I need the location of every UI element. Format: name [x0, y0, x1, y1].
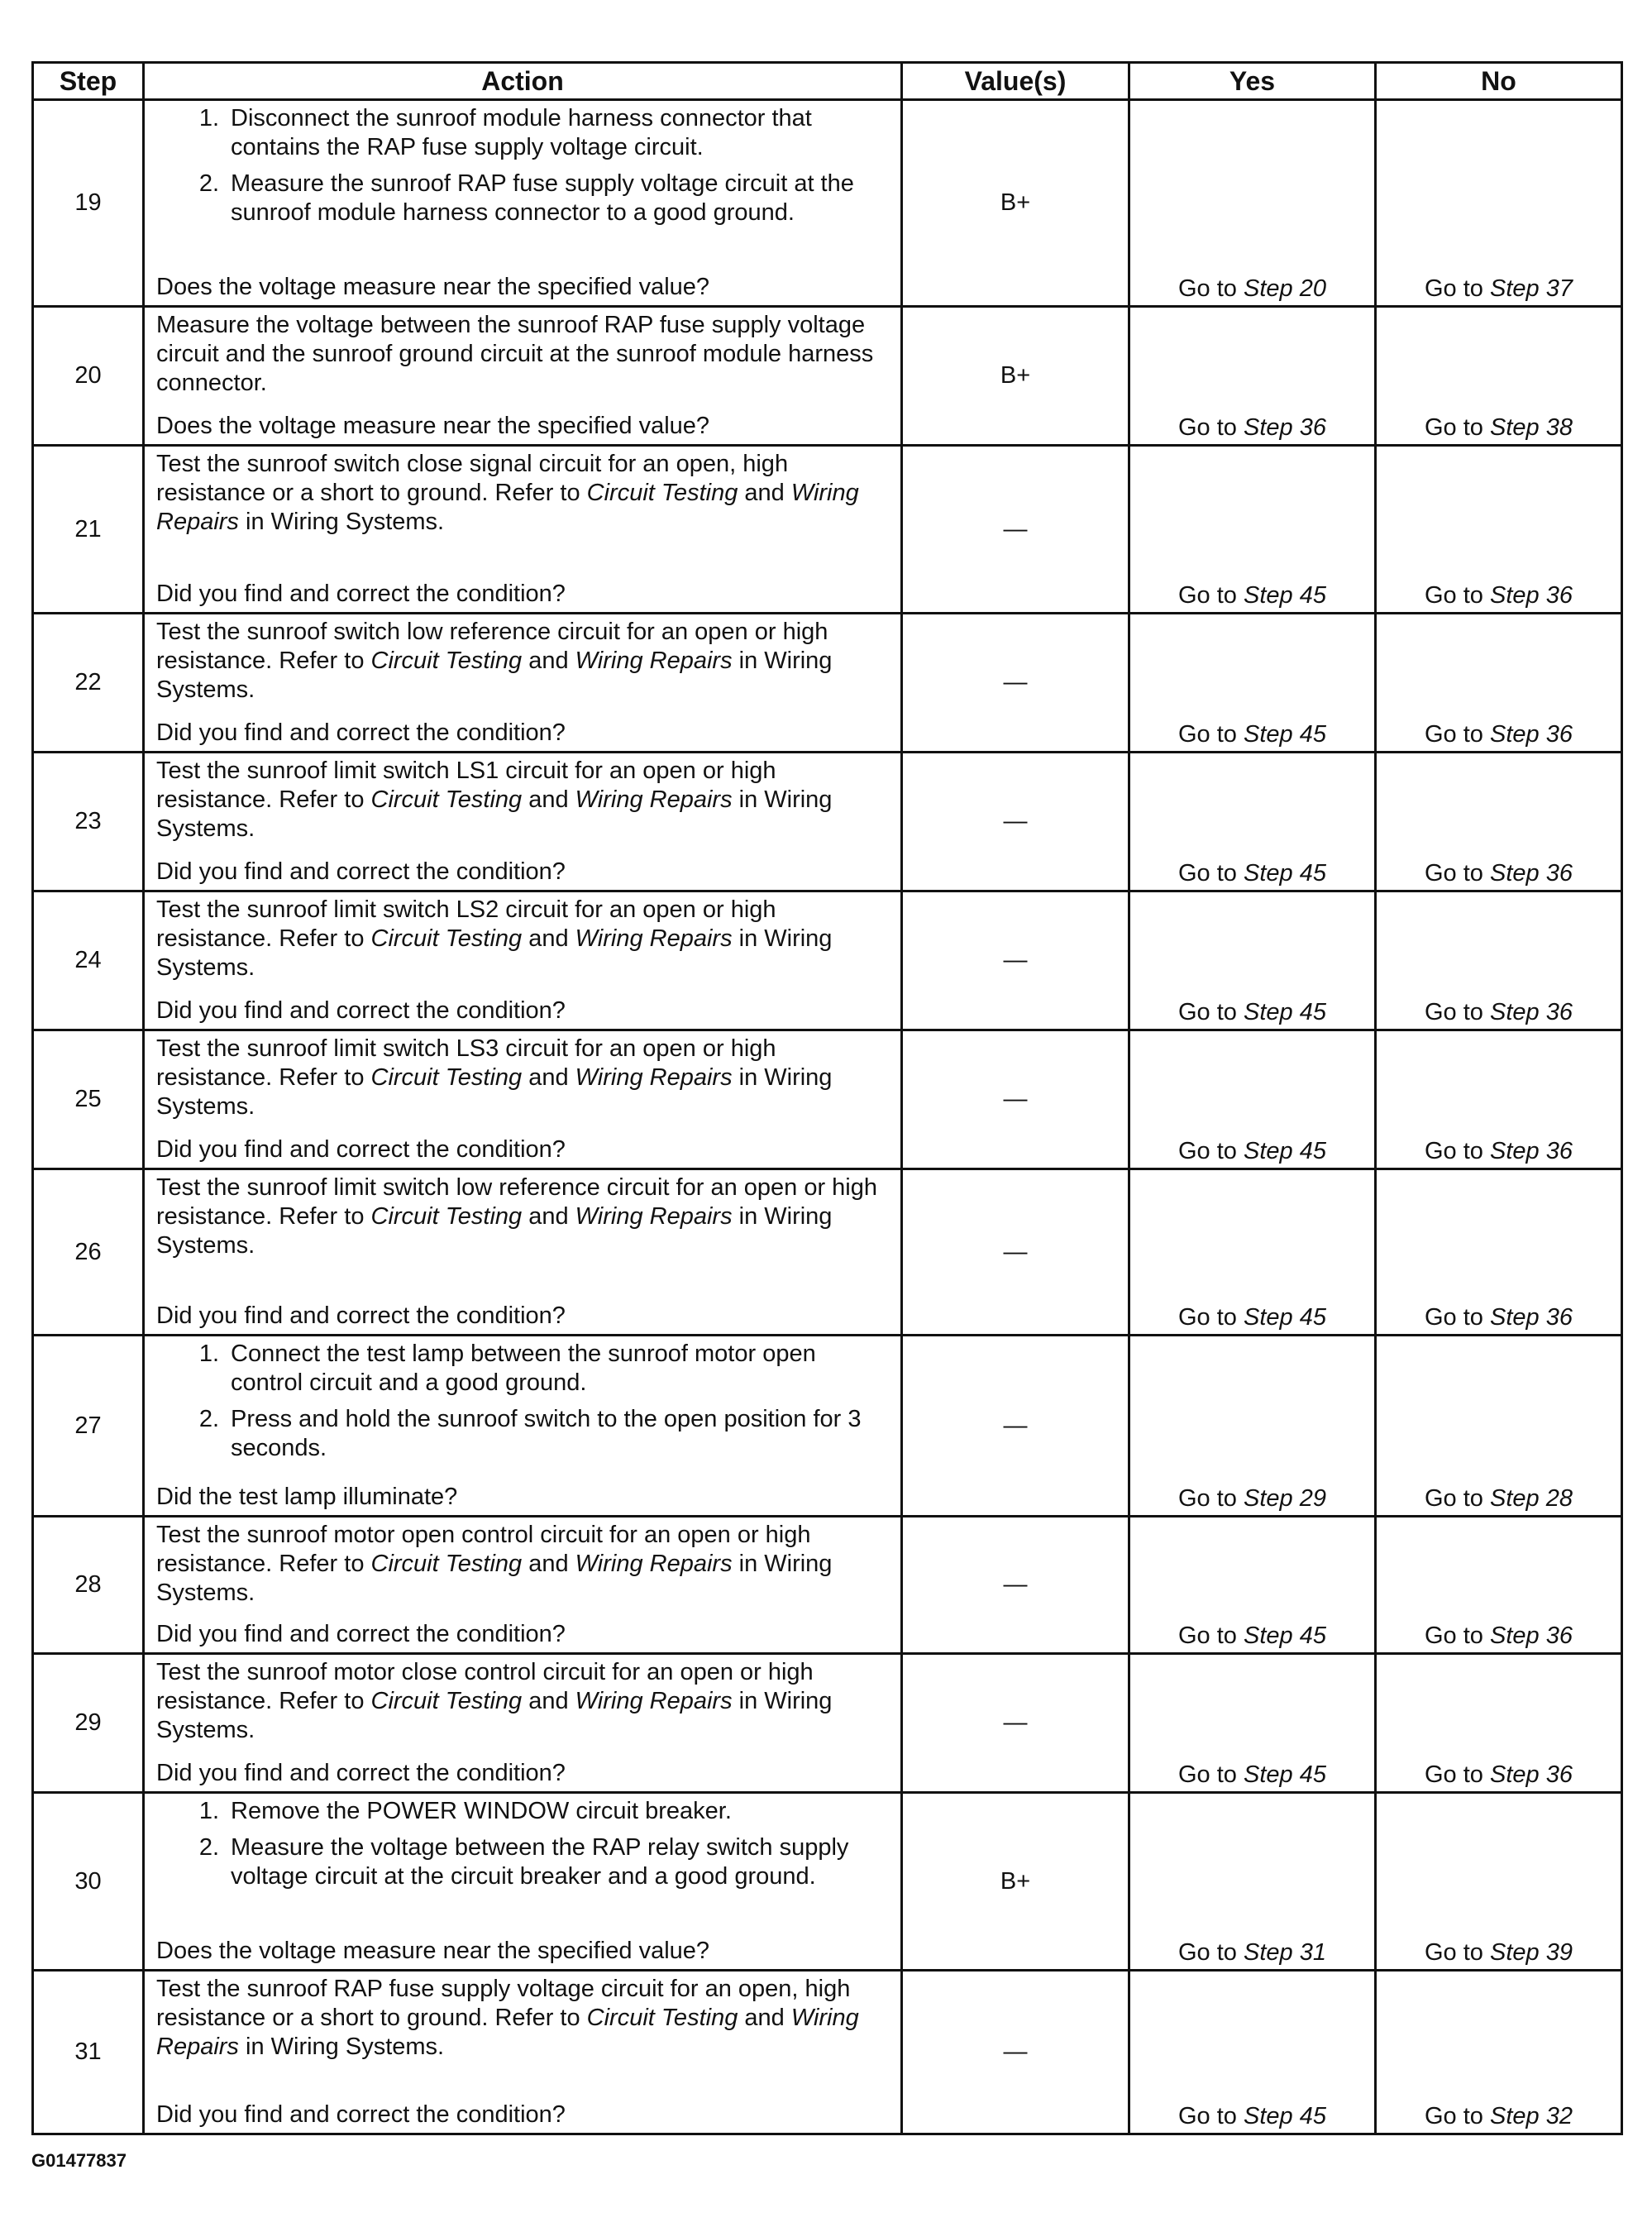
instruction-text	[231, 1340, 892, 1398]
no-result	[1376, 614, 1622, 753]
specified-value: B+	[902, 307, 1129, 446]
specified-value: —	[902, 753, 1129, 891]
action-instructions	[156, 618, 892, 705]
yes-result-prefix: Go to	[1178, 860, 1244, 887]
action-text: in Wiring Systems.	[156, 1688, 833, 1743]
specified-value: B+	[902, 100, 1129, 307]
action-text: in Wiring Systems.	[156, 1551, 833, 1606]
no-result	[1376, 891, 1622, 1030]
yes-result-prefix: Go to	[1178, 999, 1244, 1025]
no-result-step: Step 36	[1490, 860, 1573, 887]
action-paragraph	[156, 311, 892, 398]
table-row	[33, 614, 1622, 753]
action-cell	[144, 100, 902, 307]
no-result-prefix: Go to	[1425, 721, 1490, 748]
action-content	[156, 1340, 892, 1512]
action-instructions	[156, 896, 892, 982]
step-number: 19	[33, 100, 144, 307]
instruction-number: 1.	[198, 1341, 219, 1367]
action-paragraph	[156, 1035, 892, 1121]
action-instructions	[156, 450, 892, 537]
step-number: 27	[33, 1336, 144, 1517]
no-result-prefix: Go to	[1425, 582, 1490, 609]
action-cell	[144, 446, 902, 614]
action-text: and	[522, 648, 575, 674]
action-instructions	[156, 1797, 892, 1899]
no-result	[1376, 1030, 1622, 1169]
action-text: Disconnect the sunroof module harness connector that contains the RAP fuse supply voltage circuit.	[231, 105, 812, 160]
no-result-prefix: Go to	[1425, 860, 1490, 887]
action-text: in Wiring Systems.	[156, 786, 833, 842]
instruction-item	[156, 170, 892, 227]
step-number: 23	[33, 753, 144, 891]
step-number: 25	[33, 1030, 144, 1169]
no-result	[1376, 753, 1622, 891]
instruction-text	[231, 104, 892, 162]
yes-result-step: Step 45	[1244, 582, 1326, 609]
action-question: Did you find and correct the condition?	[156, 581, 566, 607]
action-question: Did you find and correct the condition?	[156, 2101, 566, 2128]
action-question: Does the voltage measure near the specified value?	[156, 274, 710, 300]
action-content	[156, 896, 892, 1025]
instruction-item	[156, 104, 892, 162]
action-paragraph	[156, 757, 892, 844]
instruction-number: 1.	[198, 105, 219, 131]
no-result-step: Step 36	[1490, 1623, 1573, 1649]
action-text: Test the sunroof limit switch low reference circuit for an open or high resistance. Refer to	[156, 1174, 878, 1230]
yes-result	[1129, 1793, 1376, 1971]
no-result-prefix: Go to	[1425, 1623, 1490, 1649]
table-row	[33, 1793, 1622, 1971]
step-number: 29	[33, 1654, 144, 1793]
action-text: Test the sunroof limit switch LS2 circuit for an open or high resistance. Refer to	[156, 896, 776, 952]
table-body	[33, 100, 1622, 2134]
instruction-item	[156, 1797, 892, 1826]
figure-id: G01477837	[31, 2150, 127, 2171]
action-text: and	[522, 1203, 575, 1230]
action-question: Does the voltage measure near the specified value?	[156, 413, 710, 439]
step-number: 26	[33, 1169, 144, 1336]
action-text: in Wiring Systems.	[156, 1064, 833, 1120]
table-header-row	[33, 63, 1622, 100]
reference-title: Wiring Repairs	[575, 1551, 733, 1577]
action-content	[156, 1975, 892, 2129]
table-row	[33, 753, 1622, 891]
action-text: in Wiring Systems.	[238, 2034, 445, 2060]
no-result-step: Step 36	[1490, 582, 1573, 609]
no-result-step: Step 36	[1490, 1761, 1573, 1788]
specified-value: —	[902, 614, 1129, 753]
action-question: Did you find and correct the condition?	[156, 719, 566, 746]
yes-result-step: Step 45	[1244, 860, 1326, 887]
yes-result	[1129, 307, 1376, 446]
action-instructions	[156, 311, 892, 398]
action-cell	[144, 1030, 902, 1169]
no-result-prefix: Go to	[1425, 275, 1490, 302]
instruction-text	[231, 1833, 892, 1891]
reference-title: Circuit Testing	[370, 1064, 523, 1091]
action-content	[156, 1035, 892, 1164]
no-result-step: Step 28	[1490, 1485, 1573, 1512]
action-instructions	[156, 757, 892, 844]
action-cell	[144, 753, 902, 891]
action-content	[156, 104, 892, 302]
action-question: Did you find and correct the condition?	[156, 997, 566, 1024]
no-result-prefix: Go to	[1425, 1304, 1490, 1331]
yes-result-prefix: Go to	[1178, 1623, 1244, 1649]
action-question: Did you find and correct the condition?	[156, 1302, 566, 1329]
diagnostic-step-table	[31, 61, 1623, 2135]
action-text: and	[522, 786, 575, 813]
reference-title: Circuit Testing	[586, 480, 738, 506]
yes-result-prefix: Go to	[1178, 1138, 1244, 1164]
action-content	[156, 1173, 892, 1331]
yes-result-prefix: Go to	[1178, 2103, 1244, 2129]
table-row	[33, 1971, 1622, 2134]
reference-title: Wiring Repairs	[575, 1064, 733, 1091]
specified-value: —	[902, 891, 1129, 1030]
no-result-prefix: Go to	[1425, 2103, 1490, 2129]
no-result	[1376, 1517, 1622, 1654]
action-cell	[144, 1793, 902, 1971]
yes-result-step: Step 29	[1244, 1485, 1326, 1512]
yes-result-prefix: Go to	[1178, 1485, 1244, 1512]
action-question: Did you find and correct the condition?	[156, 858, 566, 885]
action-text: and	[522, 1688, 575, 1714]
action-text: Test the sunroof limit switch LS3 circuit for an open or high resistance. Refer to	[156, 1035, 776, 1091]
action-text: Measure the sunroof RAP fuse supply voltage circuit at the sunroof module harness connector to a good ground.	[231, 170, 854, 226]
table-row	[33, 891, 1622, 1030]
action-instructions	[156, 1658, 892, 1745]
action-question: Does the voltage measure near the specified value?	[156, 1938, 710, 1964]
instruction-text	[231, 170, 892, 227]
step-number: 28	[33, 1517, 144, 1654]
reference-title: Wiring Repairs	[156, 480, 859, 535]
action-paragraph	[156, 618, 892, 705]
action-content	[156, 311, 892, 441]
action-paragraph	[156, 896, 892, 982]
action-cell	[144, 307, 902, 446]
action-instructions	[156, 1340, 892, 1470]
step-number: 20	[33, 307, 144, 446]
no-result-step: Step 36	[1490, 1138, 1573, 1164]
yes-result-step: Step 45	[1244, 2103, 1326, 2129]
action-text: Test the sunroof motor close control circuit for an open or high resistance. Refer to	[156, 1659, 814, 1714]
header-no: No	[1376, 63, 1622, 100]
step-number: 21	[33, 446, 144, 614]
yes-result-step: Step 36	[1244, 414, 1326, 441]
action-text: Measure the voltage between the sunroof RAP fuse supply voltage circuit and the sunroof ground circuit at the sunroof module harness connector.	[156, 312, 874, 396]
yes-result	[1129, 891, 1376, 1030]
action-content	[156, 450, 892, 609]
no-result-prefix: Go to	[1425, 999, 1490, 1025]
yes-result-step: Step 45	[1244, 721, 1326, 748]
action-text: Test the sunroof switch close signal circuit for an open, high resistance or a short to ground. Refer to	[156, 451, 789, 506]
reference-title: Wiring Repairs	[156, 2005, 859, 2060]
reference-title: Circuit Testing	[586, 2005, 738, 2031]
yes-result	[1129, 1030, 1376, 1169]
specified-value: —	[902, 1517, 1129, 1654]
yes-result	[1129, 1336, 1376, 1517]
action-text: and	[738, 480, 791, 506]
no-result-step: Step 39	[1490, 1939, 1573, 1966]
reference-title: Wiring Repairs	[575, 786, 733, 813]
action-content	[156, 1797, 892, 1966]
reference-title: Circuit Testing	[370, 786, 523, 813]
specified-value: —	[902, 1654, 1129, 1793]
no-result-prefix: Go to	[1425, 1485, 1490, 1512]
instruction-item	[156, 1340, 892, 1398]
reference-title: Circuit Testing	[370, 1203, 523, 1230]
action-instructions	[156, 1035, 892, 1121]
instruction-number: 2.	[198, 1834, 219, 1861]
action-text: Press and hold the sunroof switch to the open position for 3 seconds.	[231, 1406, 862, 1461]
no-result-prefix: Go to	[1425, 414, 1490, 441]
action-text: and	[738, 2005, 791, 2031]
yes-result-step: Step 45	[1244, 1623, 1326, 1649]
header-values: Value(s)	[902, 63, 1129, 100]
action-paragraph	[156, 1173, 892, 1260]
table-row	[33, 446, 1622, 614]
action-cell	[144, 891, 902, 1030]
action-paragraph	[156, 1975, 892, 2062]
action-instructions	[156, 1173, 892, 1260]
action-paragraph	[156, 1658, 892, 1745]
action-text: Test the sunroof switch low reference circuit for an open or high resistance. Refer to	[156, 619, 828, 674]
action-content	[156, 1658, 892, 1788]
reference-title: Circuit Testing	[370, 1551, 523, 1577]
yes-result	[1129, 446, 1376, 614]
action-text: Remove the POWER WINDOW circuit breaker.	[231, 1798, 732, 1824]
yes-result	[1129, 1169, 1376, 1336]
action-paragraph	[156, 1521, 892, 1608]
table-row	[33, 1030, 1622, 1169]
action-instructions	[156, 104, 892, 235]
action-question: Did you find and correct the condition?	[156, 1136, 566, 1163]
yes-result-prefix: Go to	[1178, 275, 1244, 302]
specified-value: —	[902, 1030, 1129, 1169]
instruction-item	[156, 1405, 892, 1463]
header-yes: Yes	[1129, 63, 1376, 100]
instruction-item	[156, 1833, 892, 1891]
instruction-text	[231, 1797, 892, 1826]
yes-result-step: Step 45	[1244, 1761, 1326, 1788]
no-result	[1376, 1654, 1622, 1793]
action-paragraph	[156, 450, 892, 537]
action-cell	[144, 1654, 902, 1793]
action-text: in Wiring Systems.	[156, 1203, 833, 1259]
action-text: and	[522, 1064, 575, 1091]
no-result-step: Step 38	[1490, 414, 1573, 441]
action-text: in Wiring Systems.	[156, 648, 833, 703]
yes-result-step: Step 45	[1244, 999, 1326, 1025]
reference-title: Wiring Repairs	[575, 1203, 733, 1230]
diagnostic-table-container	[31, 61, 1621, 2135]
no-result-step: Step 37	[1490, 275, 1573, 302]
table-row	[33, 1517, 1622, 1654]
specified-value: —	[902, 1336, 1129, 1517]
action-text: Test the sunroof motor open control circuit for an open or high resistance. Refer to	[156, 1522, 811, 1577]
yes-result	[1129, 1654, 1376, 1793]
action-text: Test the sunroof limit switch LS1 circuit for an open or high resistance. Refer to	[156, 758, 776, 813]
action-text: and	[522, 1551, 575, 1577]
specified-value: —	[902, 1971, 1129, 2134]
specified-value: —	[902, 1169, 1129, 1336]
no-result-step: Step 32	[1490, 2103, 1573, 2129]
reference-title: Circuit Testing	[370, 925, 523, 952]
action-content	[156, 757, 892, 887]
reference-title: Wiring Repairs	[575, 648, 733, 674]
yes-result-prefix: Go to	[1178, 582, 1244, 609]
table-row	[33, 307, 1622, 446]
action-instructions	[156, 1975, 892, 2062]
no-result	[1376, 1169, 1622, 1336]
no-result	[1376, 1336, 1622, 1517]
yes-result-prefix: Go to	[1178, 414, 1244, 441]
table-row	[33, 1336, 1622, 1517]
specified-value: B+	[902, 1793, 1129, 1971]
no-result	[1376, 1971, 1622, 2134]
yes-result-prefix: Go to	[1178, 1939, 1244, 1966]
action-text: in Wiring Systems.	[238, 509, 445, 535]
yes-result-prefix: Go to	[1178, 1304, 1244, 1331]
no-result-step: Step 36	[1490, 999, 1573, 1025]
specified-value: —	[902, 446, 1129, 614]
yes-result-prefix: Go to	[1178, 721, 1244, 748]
no-result	[1376, 1793, 1622, 1971]
action-cell	[144, 1517, 902, 1654]
instruction-number: 1.	[198, 1798, 219, 1824]
no-result-step: Step 36	[1490, 721, 1573, 748]
action-question: Did you find and correct the condition?	[156, 1621, 566, 1647]
no-result	[1376, 446, 1622, 614]
yes-result	[1129, 100, 1376, 307]
no-result-step: Step 36	[1490, 1304, 1573, 1331]
reference-title: Wiring Repairs	[575, 1688, 733, 1714]
table-row	[33, 1169, 1622, 1336]
step-number: 22	[33, 614, 144, 753]
action-question: Did the test lamp illuminate?	[156, 1484, 458, 1510]
action-content	[156, 618, 892, 748]
action-instructions	[156, 1521, 892, 1608]
no-result	[1376, 100, 1622, 307]
yes-result-step: Step 20	[1244, 275, 1326, 302]
action-question: Did you find and correct the condition?	[156, 1760, 566, 1786]
action-cell	[144, 1971, 902, 2134]
yes-result-step: Step 45	[1244, 1304, 1326, 1331]
step-number: 30	[33, 1793, 144, 1971]
yes-result	[1129, 1971, 1376, 2134]
action-cell	[144, 1169, 902, 1336]
action-text: in Wiring Systems.	[156, 925, 833, 981]
no-result-prefix: Go to	[1425, 1138, 1490, 1164]
instruction-number: 2.	[198, 170, 219, 197]
yes-result	[1129, 1517, 1376, 1654]
action-content	[156, 1521, 892, 1649]
yes-result-step: Step 31	[1244, 1939, 1326, 1966]
step-number: 31	[33, 1971, 144, 2134]
no-result-prefix: Go to	[1425, 1939, 1490, 1966]
reference-title: Wiring Repairs	[575, 925, 733, 952]
no-result-prefix: Go to	[1425, 1761, 1490, 1788]
reference-title: Circuit Testing	[370, 648, 523, 674]
action-cell	[144, 614, 902, 753]
instruction-text	[231, 1405, 892, 1463]
table-row	[33, 100, 1622, 307]
header-action: Action	[144, 63, 902, 100]
instruction-number: 2.	[198, 1406, 219, 1432]
yes-result	[1129, 614, 1376, 753]
action-cell	[144, 1336, 902, 1517]
action-text: Measure the voltage between the RAP relay switch supply voltage circuit at the circuit breaker and a good ground.	[231, 1834, 849, 1890]
action-text: Connect the test lamp between the sunroof motor open control circuit and a good ground.	[231, 1341, 816, 1396]
table-row	[33, 1654, 1622, 1793]
reference-title: Circuit Testing	[370, 1688, 523, 1714]
yes-result	[1129, 753, 1376, 891]
yes-result-step: Step 45	[1244, 1138, 1326, 1164]
action-text: and	[522, 925, 575, 952]
no-result	[1376, 307, 1622, 446]
header-step: Step	[33, 63, 144, 100]
action-text: Test the sunroof RAP fuse supply voltage circuit for an open, high resistance or a short to ground. Refer to	[156, 1976, 851, 2031]
step-number: 24	[33, 891, 144, 1030]
yes-result-prefix: Go to	[1178, 1761, 1244, 1788]
